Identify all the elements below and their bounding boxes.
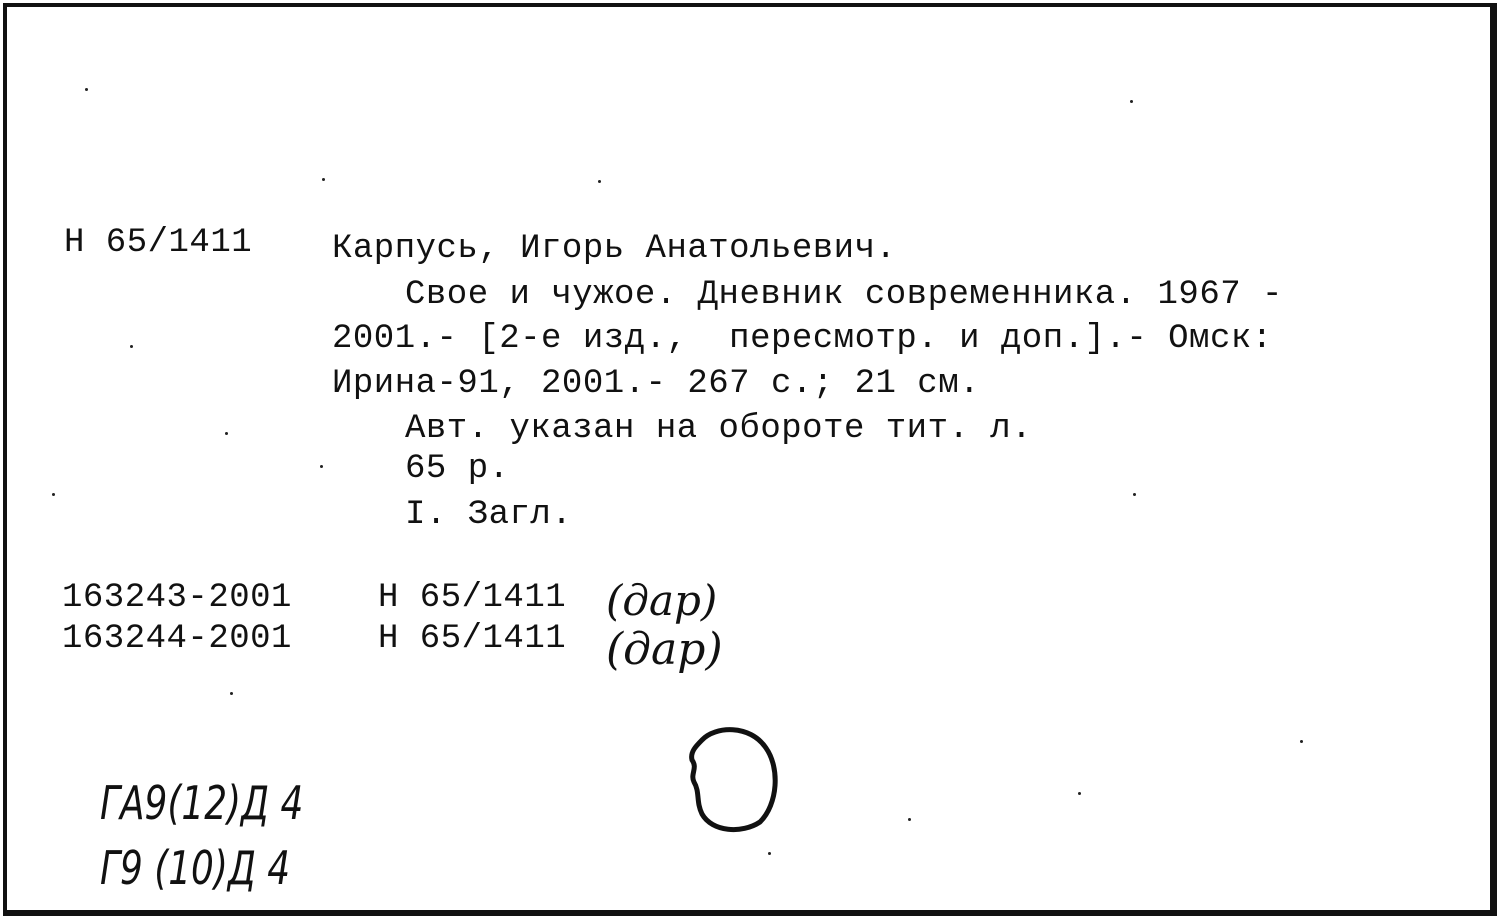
title-line-3: Ирина-91, 2001.- 267 с.; 21 см.: [332, 365, 981, 403]
tracing-line: I. Загл.: [405, 496, 573, 534]
shelf-mark: Н 65/1411: [378, 620, 567, 658]
dust-speck: [908, 818, 911, 821]
dust-speck: [320, 465, 323, 468]
note-line: Авт. указан на обороте тит. л.: [405, 410, 1033, 448]
dust-speck: [52, 493, 55, 496]
dust-speck: [1133, 493, 1136, 496]
handwritten-circle-mark: [680, 722, 790, 840]
dust-speck: [85, 88, 88, 91]
author-heading: Карпусь, Игорь Анатольевич.: [332, 230, 897, 268]
handwritten-annotation: (дар): [606, 624, 723, 675]
dust-speck: [130, 345, 133, 348]
dust-speck: [1078, 792, 1081, 795]
dust-speck: [322, 178, 325, 181]
handwritten-classification-code: ГА9(12)Д 4: [100, 776, 304, 830]
inventory-number: 163243-2001: [62, 579, 292, 617]
title-line-1: Свое и чужое. Дневник современника. 1967 -: [405, 276, 1283, 314]
dust-speck: [230, 692, 233, 695]
dust-speck: [1130, 100, 1133, 103]
call-number: Н 65/1411: [64, 224, 253, 262]
dust-speck: [768, 852, 771, 855]
shelf-mark: Н 65/1411: [378, 579, 567, 617]
inventory-number: 163244-2001: [62, 620, 292, 658]
handwritten-classification-code: Г9 (10)Д 4: [100, 841, 291, 895]
dust-speck: [598, 180, 601, 183]
dust-speck: [225, 432, 228, 435]
handwritten-annotation: (дар): [606, 576, 718, 625]
price-line: 65 р.: [405, 450, 510, 488]
dust-speck: [1300, 740, 1303, 743]
title-line-2: 2001.- [2-е изд., пересмотр. и доп.].- Омск:: [332, 320, 1273, 358]
